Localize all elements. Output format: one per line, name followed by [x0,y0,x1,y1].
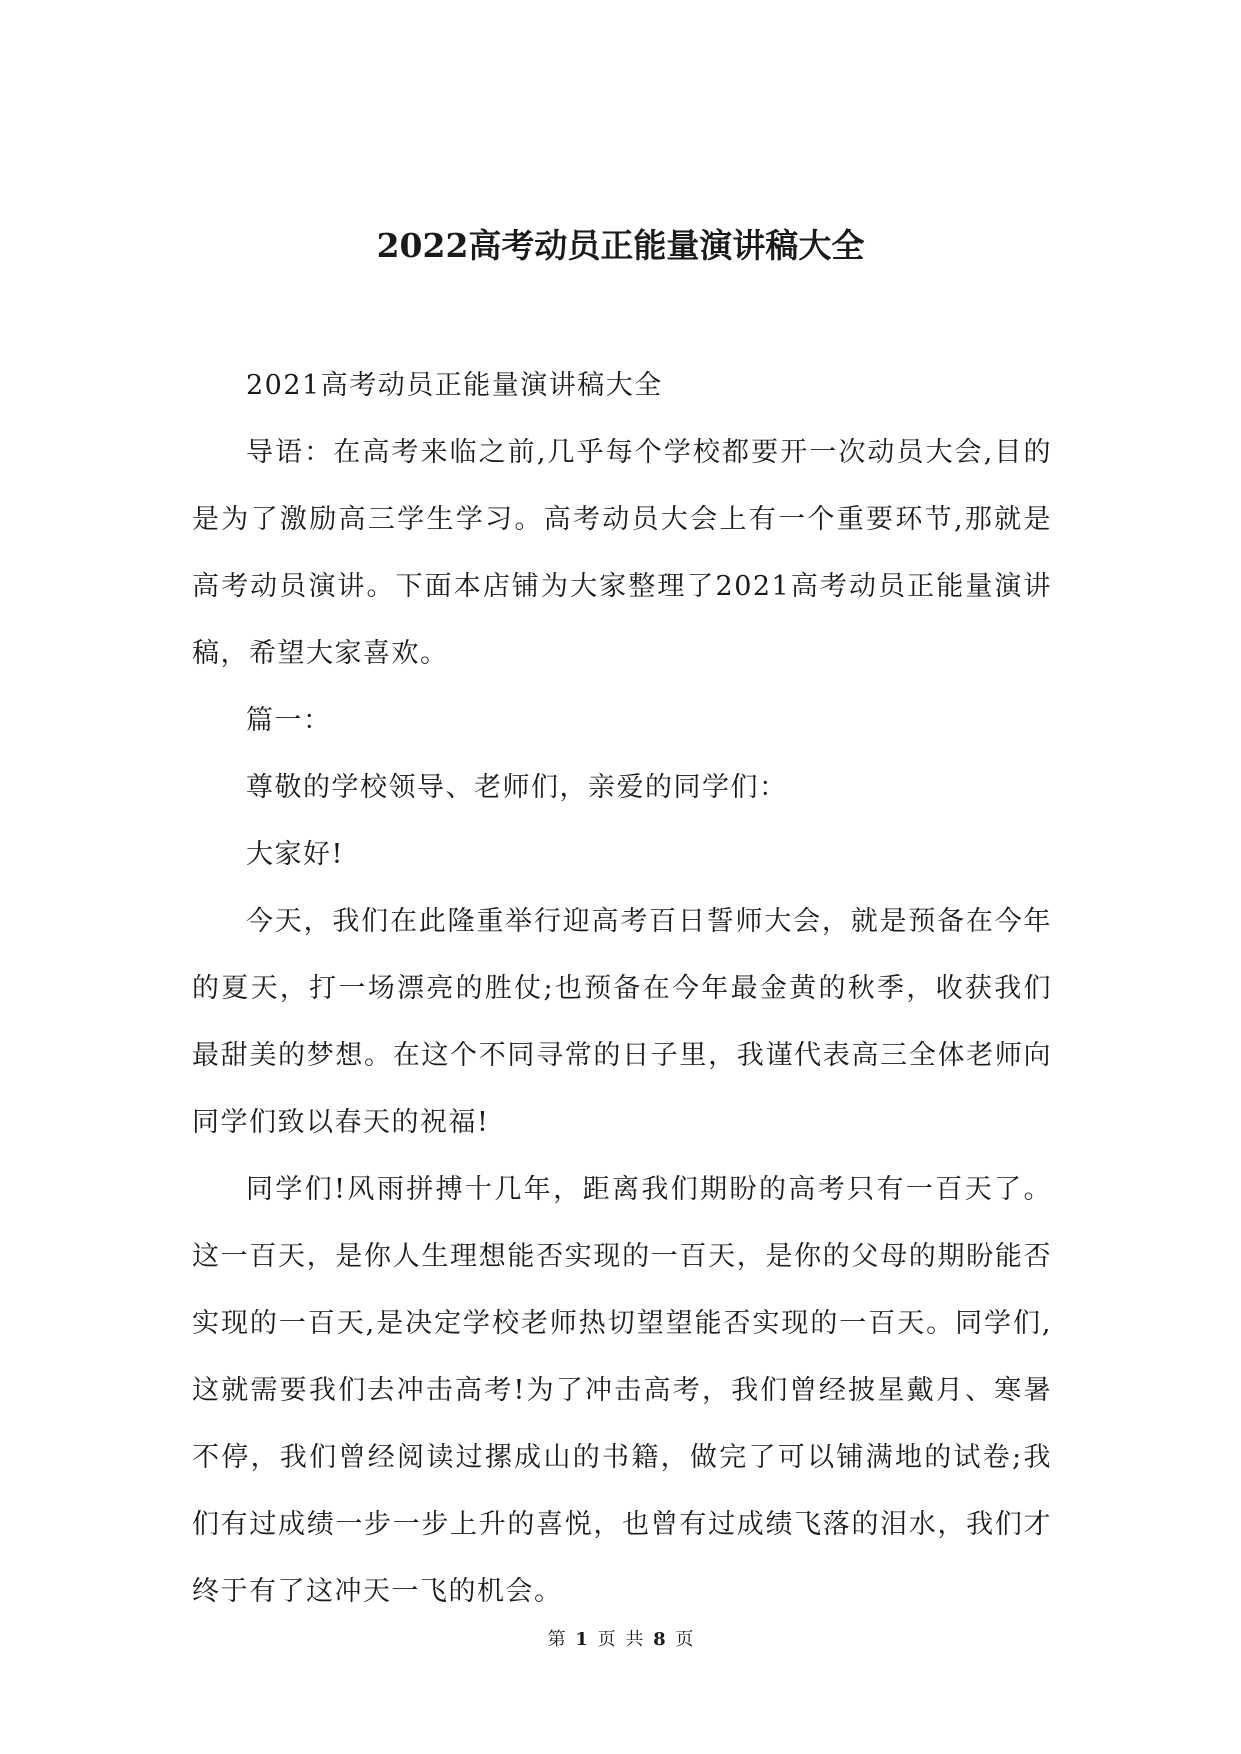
paragraph-salutation: 尊敬的学校领导、老师们，亲爱的同学们： [246,772,788,803]
document-body [192,352,1052,1625]
page-number-footer [0,1628,1241,1652]
paragraph-subtitle: 2021高考动员正能量演讲稿大全 [246,370,663,401]
footer-middle: 页 共 [597,1629,644,1650]
document-title: 2022高考动员正能量演讲稿大全 [376,226,865,265]
footer-prefix: 第 [547,1629,566,1650]
paragraph-section-heading: 篇一： [246,705,332,736]
paragraph-body-2: 同学们!风雨拼搏十几年，距离我们期盼的高考只有一百天了。这一百天，是你人生理想能否实现的一百天，是你的父母的期盼能否实现的一百天,是决定学校老师热切望望能否实现的一百天。同学们,这就需要我们去冲击高考!为了冲击高考，我们曾经披星戴月、寒暑不停，我们曾经阅读过摞成山的书籍，做完了可以铺满地的试卷;我们有过成绩一步一步上升的喜悦，也曾有过成绩飞落的泪水，我们才终于有了这冲天一飞的机会。 [192,1174,1052,1607]
paragraph-body-1: 今天，我们在此隆重举行迎高考百日誓师大会，就是预备在今年的夏天，打一场漂亮的胜仗;也预备在今年最金黄的秋季，收获我们最甜美的梦想。在这个不同寻常的日子里，我谨代表高三全体老师向同学们致以春天的祝福! [192,906,1052,1138]
footer-total-pages: 8 [653,1629,666,1650]
paragraph-intro: 导语：在高考来临之前,几乎每个学校都要开一次动员大会,目的是为了激励高三学生学习。高考动员大会上有一个重要环节,那就是高考动员演讲。下面本店铺为大家整理了2021高考动员正能量演讲稿，希望大家喜欢。 [192,437,1052,669]
footer-suffix: 页 [675,1629,694,1650]
footer-current-page: 1 [575,1629,588,1650]
paragraph-greeting: 大家好! [246,839,344,870]
